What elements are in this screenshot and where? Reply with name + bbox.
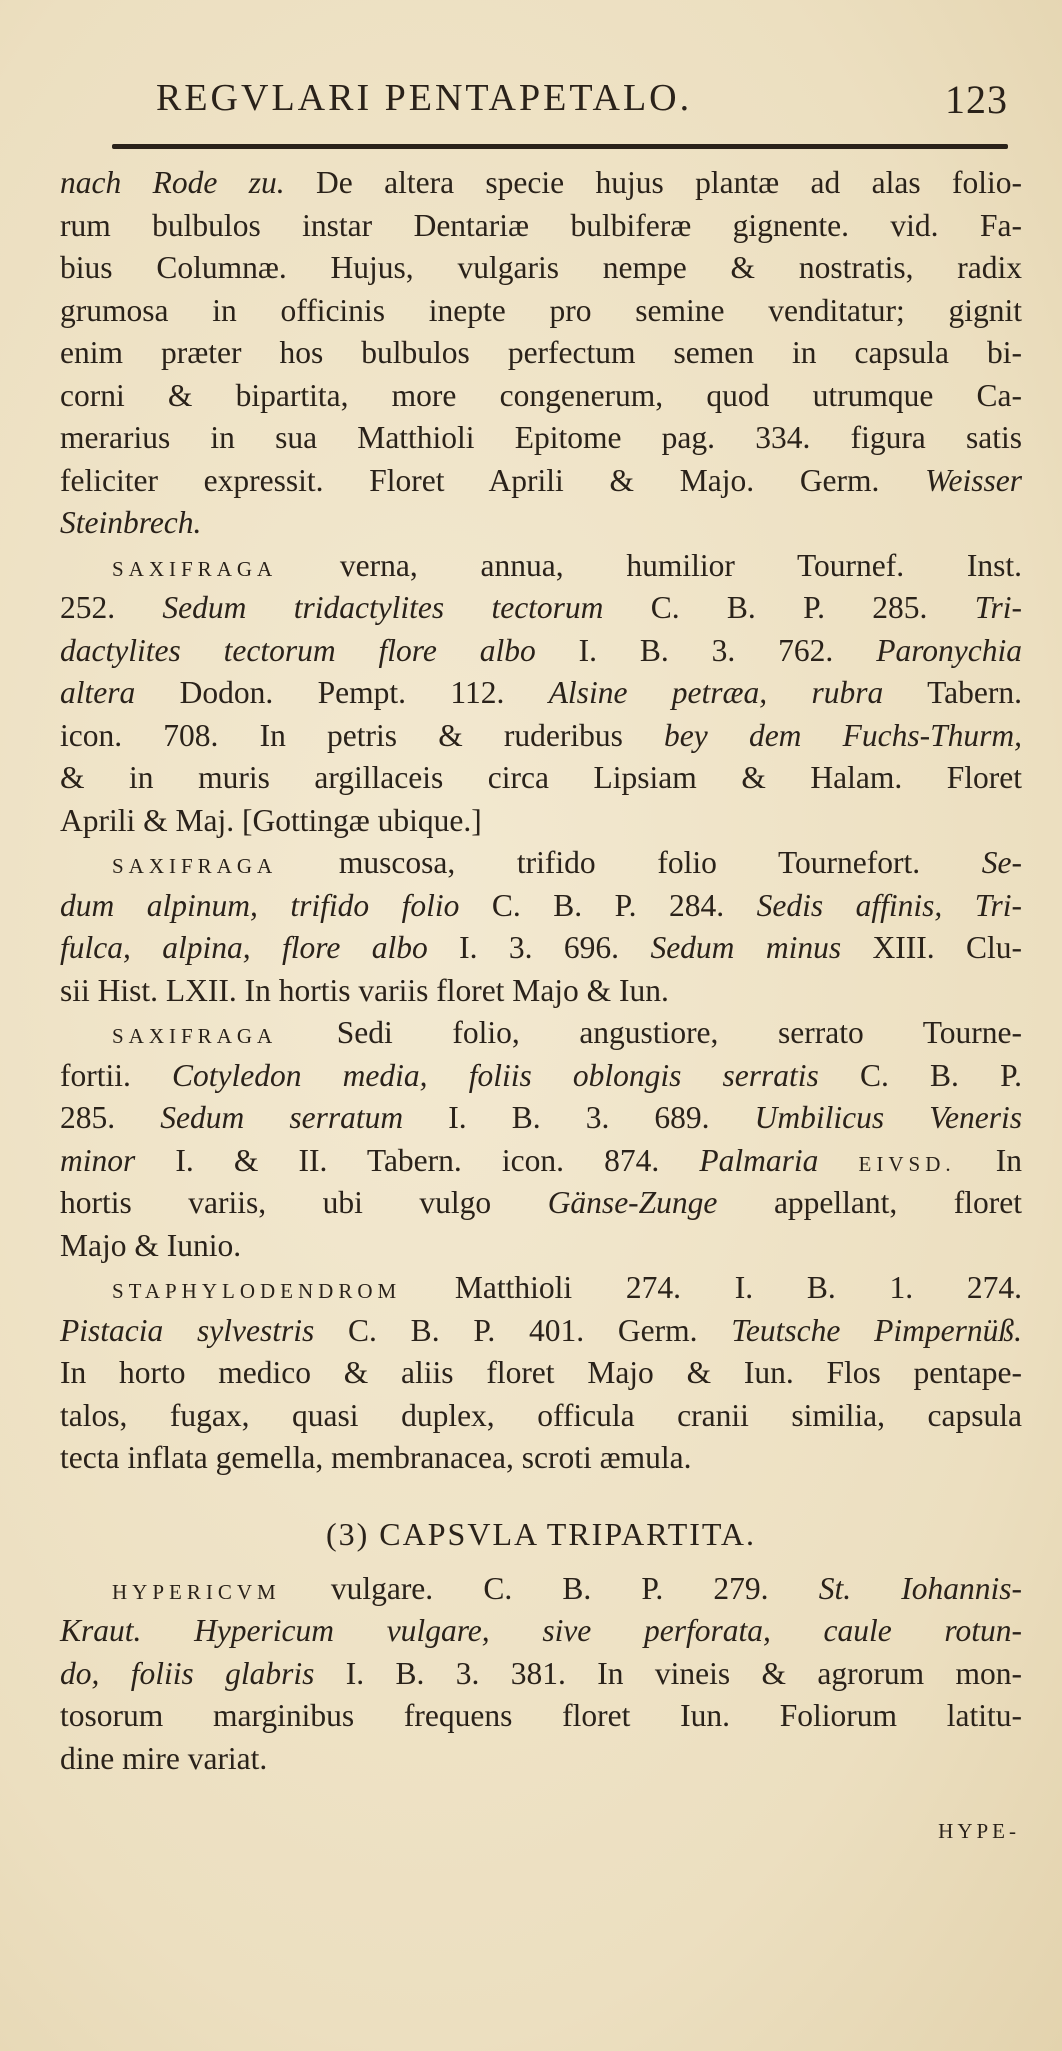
text-line: Pistacia sylvestris C. B. P. 401. Germ. Teutsche Pimpernüß. [60, 1312, 1022, 1348]
text-line: merarius in sua Matthioli Epitome pag. 334. figura satis [60, 420, 1022, 455]
text-line: enim præter hos bulbulos perfectum semen in capsula bi- [60, 335, 1022, 370]
text-line: altera Dodon. Pempt. 112. Alsine petræa, rubra Tabern. [60, 675, 1022, 710]
text-line: tecta inflata gemella, membranacea, scroti æmula. [60, 1440, 692, 1475]
entry-saxifraga-muscosa: SAXIFRAGA muscosa, trifido folio Tournefort. Se- [112, 845, 1022, 880]
text-line: minor I. & II. Tabern. icon. 874. Palmaria EIVSD. In [60, 1142, 1022, 1178]
text-line: Kraut. Hypericum vulgare, sive perforata, caule rotun- [60, 1613, 1022, 1648]
text-line: dum alpinum, trifido folio C. B. P. 284. Sedis affinis, Tri- [60, 887, 1022, 923]
entry-saxifraga-verna: SAXIFRAGA verna, annua, humilior Tournef. Inst. [112, 547, 1022, 583]
text-line: fulca, alpina, flore albo I. 3. 696. Sedum minus XIII. Clu- [60, 930, 1022, 965]
text-line: 252. Sedum tridactylites tectorum C. B. P. 285. Tri- [60, 590, 1022, 625]
text-line: hortis variis, ubi vulgo Gänse-Zunge appellant, floret [60, 1185, 1022, 1220]
text-line: talos, fugax, quasi duplex, officula cranii similia, capsula [60, 1397, 1022, 1433]
running-head [156, 76, 1008, 126]
catchword: HYPE- [938, 1819, 1020, 1843]
text-line: In horto medico & aliis floret Majo & Iun. Flos pentape- [60, 1355, 1022, 1390]
text-line: dactylites tectorum flore albo I. B. 3. 762. Paronychia [60, 632, 1022, 668]
text-line: rum bulbulos instar Dentariæ bulbiferæ gignente. vid. Fa- [60, 207, 1022, 243]
text-line: Steinbrech. [60, 505, 202, 540]
text-line: sii Hist. LXII. In hortis variis floret Majo & Iun. [60, 972, 669, 1008]
page-number: 123 [945, 77, 1008, 122]
text-line: Majo & Iunio. [60, 1227, 242, 1263]
text-line: tosorum marginibus frequens floret Iun. Foliorum latitu- [60, 1698, 1022, 1733]
entry-staphylodendrom: STAPHYLODENDROM Matthioli 274. I. B. 1. 274. [112, 1270, 1022, 1305]
text-line: do, foliis glabris I. B. 3. 381. In vineis & agrorum mon- [60, 1655, 1022, 1691]
body-text [60, 162, 1022, 1853]
text-line: 285. Sedum serratum I. B. 3. 689. Umbilicus Veneris [60, 1100, 1023, 1135]
text-line: icon. 708. In petris & ruderibus bey dem Fuchs-Thurm, [60, 717, 1022, 753]
running-title: REGVLARI PENTAPETALO. [156, 77, 693, 119]
text-line: Aprili & Maj. [Gottingæ ubique.] [60, 802, 482, 838]
text-line: nach Rode zu. De altera specie hujus plantæ ad alas folio- [60, 165, 1022, 200]
text-line: & in muris argillaceis circa Lipsiam & Halam. Floret [60, 760, 1022, 795]
header-rule [112, 144, 1008, 149]
text-line: corni & bipartita, more congenerum, quod utrumque Ca- [60, 377, 1022, 413]
text-line: fortii. Cotyledon media, foliis oblongis serratis C. B. P. [60, 1057, 1022, 1093]
entry-saxifraga-sedi: SAXIFRAGA Sedi folio, angustiore, serrato Tourne- [112, 1015, 1022, 1050]
section-heading: (3) CAPSVLA TRIPARTITA. [325, 1515, 756, 1552]
text-line: dine mire variat. [60, 1740, 268, 1776]
text-line: grumosa in officinis inepte pro semine venditatur; gignit [60, 292, 1022, 328]
entry-hypericum: HYPERICVM vulgare. C. B. P. 279. St. Iohannis- [112, 1570, 1022, 1606]
text-line: feliciter expressit. Floret Aprili & Majo. Germ. Weisser [60, 462, 1022, 498]
text-line: bius Columnæ. Hujus, vulgaris nempe & nostratis, radix [60, 250, 1022, 285]
